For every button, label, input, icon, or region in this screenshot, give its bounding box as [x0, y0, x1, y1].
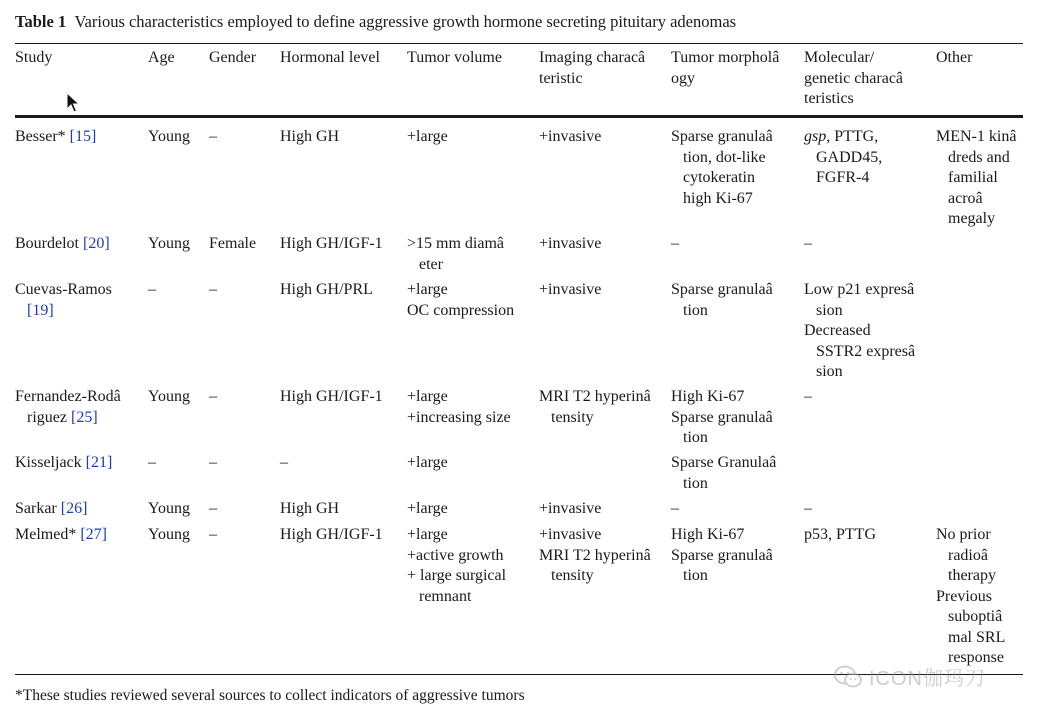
study-name: Cuevas-Ramos — [15, 281, 112, 298]
molecular-line: – — [804, 500, 812, 517]
study-name: Melmed* — [15, 526, 81, 543]
column-header-line: Gender — [209, 49, 257, 66]
reference-link: [15] — [69, 128, 97, 145]
volume-line: >15 mm diamâ — [407, 235, 505, 252]
study-name: riguez — [27, 408, 71, 426]
morphology-line: Sparse Granulaâ — [671, 454, 777, 471]
imaging-cell — [539, 127, 601, 148]
column-header-line: genetic characâ — [804, 69, 904, 87]
column-header-line: Molecular/ — [804, 49, 875, 66]
volume-cell — [407, 387, 511, 428]
other-line: MEN-1 kinâ — [936, 128, 1017, 145]
volume-line: +large — [407, 500, 448, 517]
study-cell — [15, 234, 110, 255]
morphology-line: High Ki-67 — [671, 526, 745, 543]
imaging-line: MRI T2 hyperinâ — [539, 388, 651, 405]
watermark-text: ICON伽玛刀 — [869, 668, 986, 690]
morphology-line: cytokeratin — [683, 169, 755, 186]
gender-cell: – — [209, 281, 217, 298]
table-number: Table 1 — [15, 12, 67, 31]
other-line: dreds and — [948, 148, 1010, 166]
volume-cell — [407, 525, 506, 607]
volume-line: +large — [407, 281, 448, 298]
column-header — [671, 48, 779, 89]
column-header-line: Age — [148, 49, 175, 66]
molecular-cell — [804, 499, 812, 520]
morphology-line: tion, dot-like — [683, 148, 766, 166]
gender-cell: – — [209, 526, 217, 543]
column-header-line: Hormonal level — [280, 49, 380, 66]
reference-link: [19] — [27, 301, 54, 319]
molecular-line: p53, PTTG — [804, 526, 876, 543]
volume-line: eter — [419, 255, 443, 273]
molecular-line — [804, 127, 882, 148]
column-header — [280, 48, 380, 69]
morphology-cell — [671, 127, 773, 209]
column-header — [407, 48, 502, 69]
volume-cell — [407, 453, 448, 474]
hormonal-line: High GH/IGF-1 — [280, 235, 383, 252]
column-header-line: Imaging characâ — [539, 49, 646, 66]
hormonal-cell — [280, 127, 339, 148]
hormonal-line: High GH — [280, 128, 340, 145]
gender-cell: – — [209, 454, 217, 471]
gender-cell: – — [209, 128, 217, 145]
other-line: response — [948, 649, 1004, 666]
study-line — [15, 301, 112, 322]
column-header — [148, 48, 175, 69]
hormonal-cell — [280, 280, 373, 301]
age-cell: Young — [148, 235, 190, 252]
imaging-cell — [539, 499, 601, 520]
hormonal-cell — [280, 234, 383, 255]
age-cell: Young — [148, 526, 190, 543]
table-footnote: *These studies reviewed several sources to collect indicators of aggressive tumors — [15, 687, 525, 704]
imaging-line: +invasive — [539, 128, 602, 145]
molecular-cell — [804, 387, 812, 408]
other-line: suboptiâ — [948, 608, 1003, 625]
study-cell — [15, 453, 112, 474]
morphology-cell — [671, 280, 773, 321]
study-cell — [15, 499, 87, 520]
molecular-cell — [804, 234, 812, 255]
morphology-line: Sparse granulaâ — [671, 128, 773, 145]
study-cell — [15, 525, 107, 546]
morphology-line: High Ki-67 — [671, 388, 745, 405]
molecular-line: SSTR2 expresâ — [816, 342, 916, 360]
study-line — [15, 234, 110, 255]
morphology-line: – — [671, 500, 679, 517]
morphology-line: – — [671, 235, 679, 252]
morphology-line: Sparse granulaâ — [671, 546, 773, 564]
morphology-cell — [671, 499, 679, 520]
study-name: Kisseljack — [15, 454, 86, 471]
column-header-line: Tumor morpholâ — [671, 49, 780, 66]
morphology-line: Sparse granulaâ — [671, 281, 773, 298]
reference-link: [25] — [70, 408, 98, 426]
reference-link: [27] — [80, 526, 107, 543]
age-cell: – — [148, 281, 156, 298]
other-line: mal SRL — [948, 628, 1006, 646]
volume-line: +large — [407, 128, 448, 145]
volume-cell — [407, 127, 448, 148]
wechat-logo-icon — [833, 664, 863, 690]
reference-link: [21] — [85, 454, 113, 471]
molecular-cell — [804, 525, 876, 546]
morphology-line: Sparse granulaâ — [671, 408, 773, 426]
study-line — [15, 525, 107, 546]
top-rule — [15, 43, 1023, 44]
imaging-cell — [539, 387, 651, 428]
gender-cell: Female — [209, 235, 257, 252]
imaging-line: +invasive — [539, 526, 602, 543]
table-caption — [15, 12, 736, 32]
morphology-line: high Ki-67 — [683, 189, 753, 207]
molecular-line: Decreased — [804, 322, 871, 339]
volume-cell — [407, 499, 448, 520]
morphology-cell — [671, 525, 773, 587]
volume-line: +increasing size — [407, 408, 511, 426]
table-title: Various characteristics employed to define aggressive growth hormone secreting pituitary adenomas — [74, 12, 737, 31]
age-cell: Young — [148, 128, 190, 145]
imaging-line: tensity — [551, 408, 594, 426]
molecular-line: GADD45, — [816, 148, 883, 166]
morphology-line: tion — [683, 474, 708, 492]
imaging-cell — [539, 280, 601, 301]
hormonal-line: High GH/IGF-1 — [280, 388, 383, 405]
other-line: No prior — [936, 526, 991, 543]
reference-link: [20] — [83, 235, 110, 252]
study-line — [15, 127, 96, 148]
other-line: acroâ — [948, 189, 983, 207]
column-header-line: Study — [15, 49, 53, 66]
molecular-line: – — [804, 235, 812, 252]
column-header — [15, 48, 52, 69]
study-name: Sarkar — [15, 500, 61, 517]
molecular-line: sion — [816, 301, 843, 319]
imaging-cell — [539, 234, 601, 255]
hormonal-line: High GH/PRL — [280, 281, 373, 298]
watermark — [833, 662, 986, 691]
morphology-cell — [671, 453, 776, 494]
molecular-text: , PTTG, — [826, 128, 879, 145]
study-cell — [15, 387, 121, 428]
study-name-cont — [15, 408, 121, 429]
volume-line: +large — [407, 388, 448, 405]
imaging-line: tensity — [551, 567, 594, 584]
hormonal-cell — [280, 499, 339, 520]
volume-cell — [407, 280, 514, 321]
other-line: radioâ — [948, 546, 988, 564]
other-line: therapy — [948, 567, 996, 584]
study-name: Fernandez-Rodâ — [15, 388, 121, 405]
gender-cell: – — [209, 500, 217, 517]
column-header-line: teristic — [539, 69, 583, 87]
volume-line: +active growth — [407, 546, 504, 564]
molecular-line: FGFR-4 — [816, 169, 870, 186]
molecular-cell — [804, 127, 882, 189]
header-rule — [15, 115, 1023, 118]
volume-line: +large — [407, 454, 448, 471]
imaging-line: MRI T2 hyperinâ — [539, 546, 651, 564]
molecular-line: sion — [816, 363, 843, 380]
study-line — [15, 453, 112, 474]
age-cell: Young — [148, 388, 190, 405]
study-line — [15, 499, 87, 520]
hormonal-line: – — [280, 454, 288, 471]
volume-line: OC compression — [407, 301, 515, 319]
study-name: Bourdelot — [15, 235, 83, 252]
morphology-cell — [671, 387, 773, 449]
molecular-line: Low p21 expresâ — [804, 281, 915, 298]
morphology-line: tion — [683, 567, 708, 584]
study-name: Besser* — [15, 128, 70, 145]
column-header-line: Other — [936, 49, 973, 66]
volume-line: + large surgical — [407, 567, 507, 584]
gene-name: gsp — [804, 128, 827, 145]
imaging-cell — [539, 525, 651, 587]
imaging-line: +invasive — [539, 235, 602, 252]
molecular-cell — [804, 280, 915, 383]
column-header-line: teristics — [804, 90, 854, 107]
column-header — [936, 48, 972, 69]
column-header — [209, 48, 256, 69]
volume-line: +large — [407, 526, 448, 543]
age-cell: – — [148, 454, 156, 471]
column-header-line: Tumor volume — [407, 49, 502, 66]
study-line — [15, 280, 112, 301]
gender-cell: – — [209, 388, 217, 405]
hormonal-cell — [280, 453, 288, 474]
hormonal-cell — [280, 387, 383, 408]
study-cell — [15, 280, 112, 321]
column-header-line: ogy — [671, 69, 695, 87]
other-line: familial — [948, 169, 998, 186]
age-cell: Young — [148, 500, 190, 517]
hormonal-line: High GH — [280, 500, 340, 517]
reference-link: [26] — [60, 500, 88, 517]
volume-cell — [407, 234, 504, 275]
molecular-line: – — [804, 388, 812, 405]
other-line: megaly — [948, 210, 996, 227]
hormonal-line: High GH/IGF-1 — [280, 526, 383, 543]
mouse-pointer-icon — [66, 92, 80, 114]
other-cell — [936, 525, 1005, 669]
other-line: Previous — [936, 587, 992, 605]
column-header — [539, 48, 645, 89]
morphology-line: tion — [683, 301, 708, 319]
imaging-line: +invasive — [539, 281, 602, 298]
hormonal-cell — [280, 525, 383, 546]
other-cell — [936, 127, 1016, 230]
morphology-cell — [671, 234, 679, 255]
morphology-line: tion — [683, 429, 708, 446]
imaging-line: +invasive — [539, 500, 602, 517]
study-cell — [15, 127, 96, 148]
column-header — [804, 48, 903, 110]
volume-line: remnant — [419, 587, 472, 605]
